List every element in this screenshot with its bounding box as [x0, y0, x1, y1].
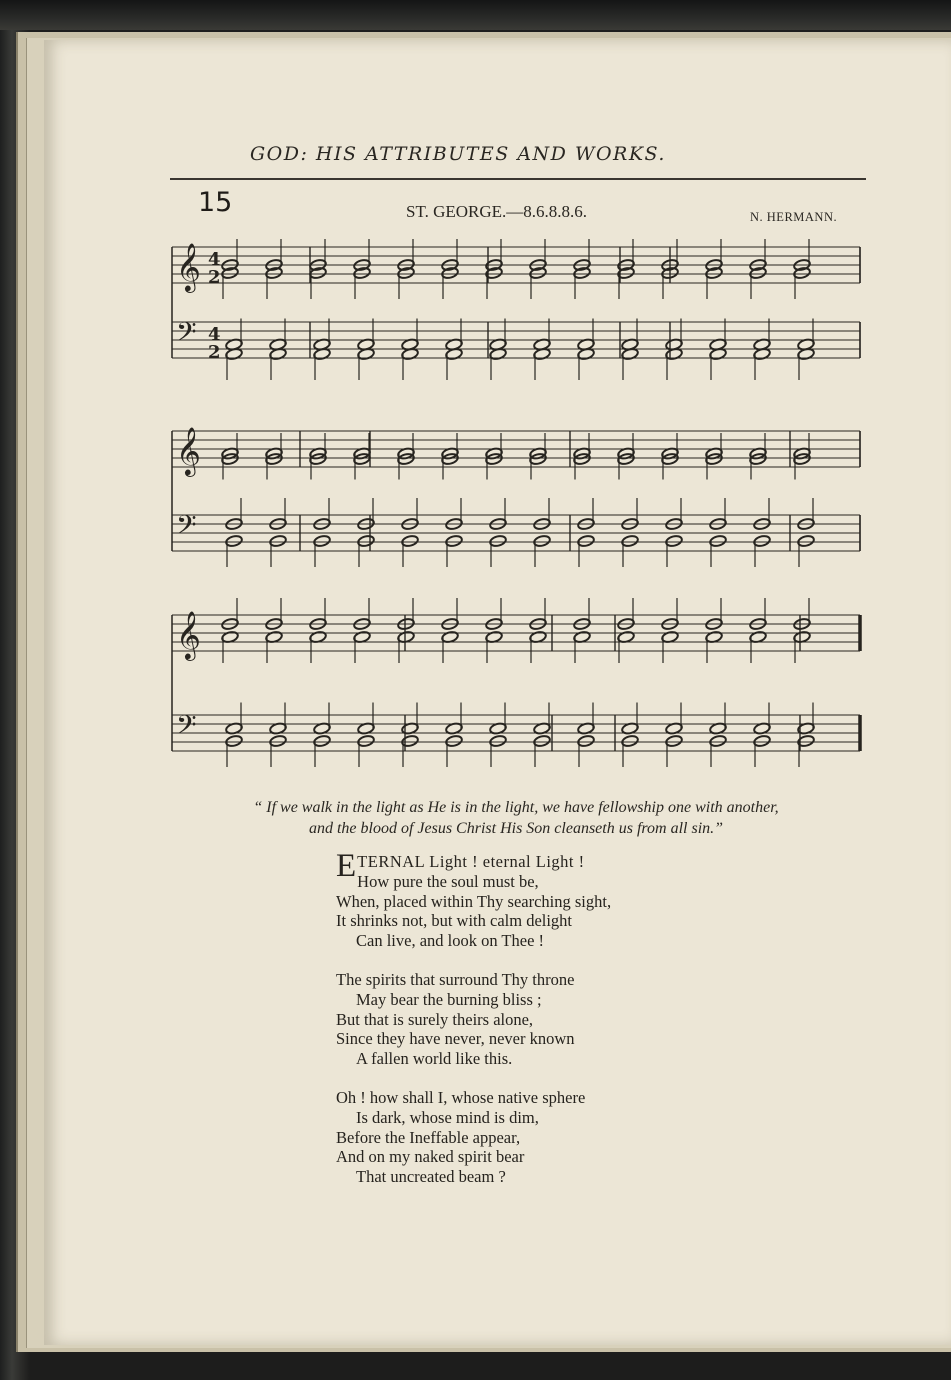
scripture-line-2: and the blood of Jesus Christ His Son cleanseth us from all sin.”	[308, 820, 724, 837]
stanza-line: When, placed within Thy searching sight,	[336, 891, 612, 911]
stanza-line: A fallen world like this.	[356, 1049, 513, 1069]
notehead	[357, 734, 375, 747]
running-head: GOD: HIS ATTRIBUTES AND WORKS.	[250, 143, 666, 165]
stanza-line: How pure the soul must be,	[357, 871, 539, 891]
stanza-1	[336, 848, 756, 951]
stanza-line: It shrinks not, but with calm delight	[336, 911, 573, 931]
time-sig-bottom: 2	[208, 342, 221, 363]
notehead	[665, 534, 683, 547]
stanza-line: And on my naked spirit bear	[336, 1147, 525, 1167]
notehead	[225, 534, 243, 547]
stanza-line: May bear the burning bliss ;	[356, 989, 542, 1009]
notehead	[313, 734, 331, 747]
stanza-line: But that is surely theirs alone,	[336, 1009, 534, 1029]
hymn-number: 15	[198, 187, 233, 218]
notehead	[577, 534, 595, 547]
notehead	[577, 734, 595, 747]
notehead	[357, 534, 375, 547]
notehead	[621, 534, 639, 547]
stanza-line: Is dark, whose mind is dim,	[356, 1107, 539, 1127]
notehead	[445, 534, 463, 547]
notehead	[489, 734, 507, 747]
notehead	[709, 734, 727, 747]
scripture-line-1: “ If we walk in the light as He is in the light, we have fellowship one with another,	[253, 799, 779, 816]
tune-name: ST. GEORGE.—8.6.8.8.6.	[406, 202, 588, 221]
notehead	[269, 534, 287, 547]
notehead	[533, 734, 551, 747]
stanza-3	[336, 1088, 756, 1187]
notehead	[401, 534, 419, 547]
score-systems	[172, 239, 860, 767]
book-cover-top	[0, 0, 951, 30]
notehead	[313, 534, 331, 547]
bass-clef: 𝄢	[176, 316, 197, 354]
music-score	[160, 225, 872, 785]
bass-clef: 𝄢	[176, 509, 197, 547]
treble-clef: 𝄞	[176, 242, 201, 291]
drop-cap: E	[336, 848, 357, 884]
notehead	[401, 734, 419, 747]
notehead	[665, 734, 683, 747]
stanza-line: That uncreated beam ?	[356, 1167, 506, 1187]
time-sig-top: 4	[208, 249, 221, 270]
scripture-quote	[160, 797, 872, 839]
stanza-2	[336, 970, 756, 1069]
time-sig-top: 4	[208, 324, 221, 345]
composer: N. HERMANN.	[750, 210, 838, 224]
notehead	[621, 734, 639, 747]
notehead	[225, 734, 243, 747]
notehead	[269, 734, 287, 747]
stanza-line: Oh ! how shall I, whose native sphere	[336, 1087, 586, 1107]
hymn-text	[336, 848, 756, 1206]
notehead	[533, 534, 551, 547]
stanza-line: The spirits that surround Thy throne	[336, 969, 575, 989]
notehead	[797, 534, 815, 547]
bass-clef: 𝄢	[176, 709, 197, 747]
notehead	[489, 534, 507, 547]
time-sig-bottom: 2	[208, 267, 221, 288]
notehead	[753, 734, 771, 747]
notehead	[709, 534, 727, 547]
notehead	[753, 534, 771, 547]
stanza-line: Before the Ineffable appear,	[336, 1127, 521, 1147]
head-rule	[170, 178, 866, 180]
first-line-text: TERNAL Light ! eternal Light !	[357, 852, 585, 871]
treble-clef: 𝄞	[176, 610, 201, 659]
notehead	[445, 734, 463, 747]
treble-clef: 𝄞	[176, 426, 201, 475]
stanza-line: Since they have never, never known	[336, 1029, 575, 1049]
stanza-line: Can live, and look on Thee !	[356, 931, 545, 951]
